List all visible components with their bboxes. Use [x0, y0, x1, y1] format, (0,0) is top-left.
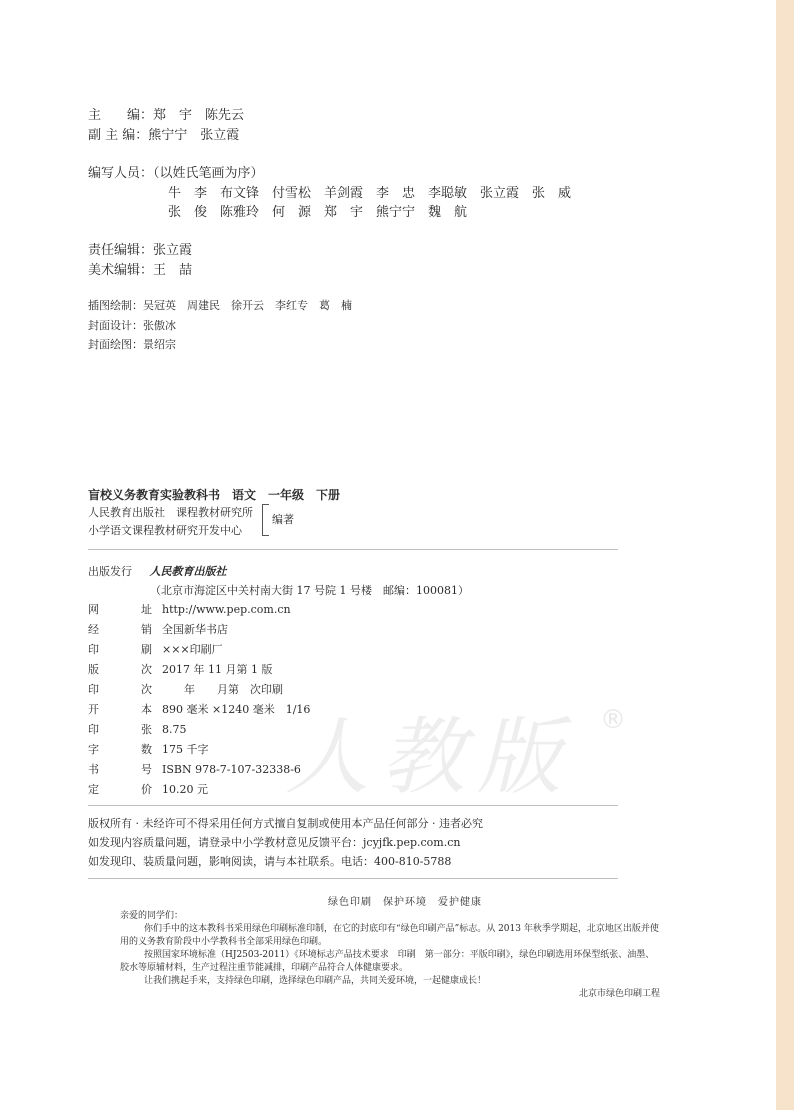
writers-label: 编写人员：（以姓氏笔画为序）	[88, 166, 264, 181]
info-label: 开 本	[88, 703, 152, 716]
info-row-sheets	[88, 721, 187, 737]
info-label: 定 价	[88, 783, 152, 796]
cover-design-line: 封面设计：张傲冰	[88, 319, 176, 332]
info-value: 8.75	[162, 723, 187, 736]
info-row-distributor	[88, 621, 228, 637]
responsible-editor-line: 责任编辑：张立霞	[88, 243, 193, 258]
info-label: 字 数	[88, 743, 152, 756]
info-value: 2017 年 11 月第 1 版	[162, 663, 273, 676]
quality-feedback-notice: 如发现内容质量问题，请登录中小学教材意见反馈平台：jcyjfk.pep.com.cn	[88, 836, 461, 849]
defect-contact-notice: 如发现印、装质量问题，影响阅读，请与本社联系。电话：400-810-5788	[88, 855, 452, 868]
info-row-word-count	[88, 741, 209, 757]
info-value: ×××印刷厂	[162, 643, 223, 656]
info-value: 890 毫米 ×1240 毫米 1/16	[162, 703, 311, 716]
info-row-impression	[88, 681, 283, 697]
info-label: 网 址	[88, 603, 152, 616]
info-row-isbn	[88, 761, 301, 777]
green-printing-slogan: 绿色印刷 保护环境 爱护健康	[328, 897, 482, 908]
deputy-editor-line: 副 主 编：熊宁宁 张立霞	[88, 128, 240, 143]
info-value: 10.20 元	[162, 783, 208, 796]
illustrators-line: 插图绘制：吴冠英 周建民 徐开云 李红专 葛 楠	[88, 299, 352, 312]
publisher-row	[88, 563, 227, 579]
copyright-notice: 版权所有 · 未经许可不得采用任何方式擅自复制或使用本产品任何部分 · 违者必究	[88, 817, 483, 830]
writers-line-2: 张 俊 陈雅玲 何 源 郑 宇 熊宁宁 魏 航	[168, 205, 468, 220]
letter-paragraph-1: 你们手中的这本教科书采用绿色印刷标准印制，在它的封底印有“绿色印刷产品”标志。从 2013 年秋季学期起，北京地区出版并使用的义务教育阶段中小学教科书全部采用绿色印刷。	[120, 924, 659, 947]
info-row-format	[88, 701, 310, 717]
book-title: 盲校义务教育实验教科书 语文 一年级 下册	[88, 488, 341, 502]
info-label: 印 张	[88, 723, 152, 736]
art-editor-line: 美术编辑：王 喆	[88, 263, 193, 278]
info-row-website	[88, 601, 291, 617]
divider-top	[88, 549, 618, 550]
info-row-edition	[88, 661, 272, 677]
author-suffix: 编著	[272, 513, 294, 526]
info-value: 全国新华书店	[162, 623, 228, 636]
page-edge-strip	[776, 0, 794, 1110]
publisher-label: 出版发行	[88, 565, 132, 578]
chief-editor-line: 主 编：郑 宇 陈先云	[88, 108, 245, 123]
letter-paragraph-3: 让我们携起手来，支持绿色印刷，选择绿色印刷产品，共同关爱环境，一起健康成长！	[144, 976, 487, 986]
info-label: 印 次	[88, 683, 152, 696]
author-line-2: 小学语文课程教材研究开发中心	[88, 524, 242, 537]
info-label: 印 刷	[88, 643, 152, 656]
author-line-1: 人民教育出版社 课程教材研究所	[88, 506, 253, 519]
letter-paragraph-2: 按照国家环境标准（HJ2503-2011）《环境标志产品技术要求 印刷 第一部分：平版印刷》，绿色印刷选用环保型纸张、油墨、胶水等原辅材料，生产过程注重节能减排，印刷产品符合人体健康要求。	[120, 950, 655, 973]
cover-drawing-line: 封面绘图：景绍宗	[88, 338, 176, 351]
divider-bottom	[88, 878, 618, 879]
author-bracket	[262, 504, 269, 536]
writers-line-1: 牛 李 布文锋 付雪松 羊剑霞 李 忠 李聪敏 张立霞 张 威	[168, 186, 572, 201]
info-row-price	[88, 781, 208, 797]
publisher-logo: 人民教育出版社	[149, 565, 227, 578]
green-printing-letter	[120, 910, 660, 1001]
info-value: 175 千字	[162, 743, 209, 756]
publisher-address: （北京市海淀区中关村南大街 17 号院 1 号楼 邮编：100081）	[150, 584, 469, 597]
info-label: 版 次	[88, 663, 152, 676]
info-row-printer	[88, 641, 223, 657]
info-label: 经 销	[88, 623, 152, 636]
info-value: 年 月第 次印刷	[162, 683, 283, 696]
divider-middle	[88, 805, 618, 806]
info-value: http://www.pep.com.cn	[162, 603, 291, 616]
info-label: 书 号	[88, 763, 152, 776]
info-value: ISBN 978-7-107-32338-6	[162, 763, 301, 776]
letter-signature: 北京市绿色印刷工程	[578, 989, 660, 999]
registered-mark: ®	[600, 705, 626, 735]
watermark-logo: 人教版	[285, 708, 574, 806]
letter-greeting: 亲爱的同学们：	[120, 911, 184, 921]
